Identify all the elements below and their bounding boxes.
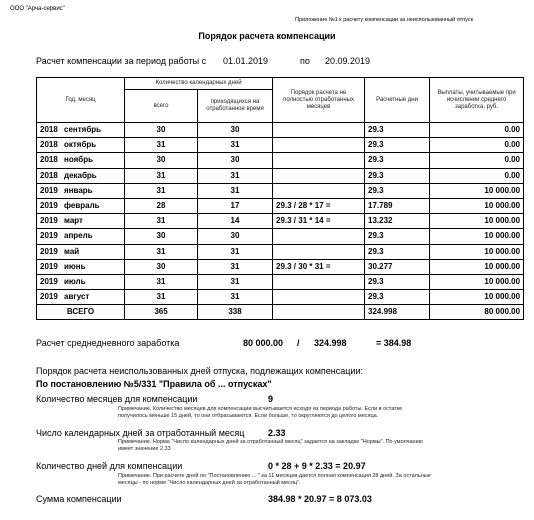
- row-total-days: 31: [125, 138, 198, 153]
- row-total-days: 30: [125, 229, 198, 244]
- row-period: [37, 123, 125, 138]
- sum-label: Сумма компенсации: [36, 494, 122, 504]
- row-total-days: 30: [125, 123, 198, 138]
- row-worked-days: 31: [198, 183, 273, 198]
- compensation-table: [36, 77, 524, 320]
- average-amount: 80 000.00: [243, 338, 284, 348]
- row-period: [37, 244, 125, 259]
- row-year: 2019: [40, 185, 58, 195]
- row-formula: [273, 138, 365, 153]
- table-row: [37, 259, 524, 274]
- row-payment: 10 000.00: [430, 229, 524, 244]
- row-year: 2019: [40, 231, 58, 241]
- months-value: 9: [268, 394, 274, 404]
- appendix-note: Приложение №1 к расчету компенсации за неиспользованный отпуск: [295, 17, 473, 23]
- row-month: сентябрь: [64, 125, 102, 135]
- row-calc-days: 13.232: [365, 214, 430, 229]
- row-month: ноябрь: [64, 155, 94, 165]
- months-note-2: получилось меньше 15 дней, то они отбрасываются. Если больше, то округляются до целого месяца.: [118, 413, 379, 419]
- days-note-2: месяцы - по норме "Число календарных дней за отработанный месяц".: [118, 480, 301, 486]
- row-period: [37, 183, 125, 198]
- row-month: август: [64, 292, 90, 302]
- row-calc-days: 17.789: [365, 198, 430, 213]
- row-year: 2019: [40, 276, 58, 286]
- row-total-days: 31: [125, 168, 198, 183]
- calendar-label: Число календарных дней за отработанный месяц: [36, 428, 245, 438]
- row-month: январь: [64, 185, 93, 195]
- row-period: [37, 214, 125, 229]
- row-calc-days: 29.3: [365, 138, 430, 153]
- row-period: [37, 138, 125, 153]
- row-year: 2019: [40, 216, 58, 226]
- table-row: [37, 198, 524, 213]
- period-to: 20.09.2019: [325, 56, 371, 66]
- table-row: [37, 214, 524, 229]
- table-row: [37, 229, 524, 244]
- days-note-1: Примечание. При расчете дней по "Постановлению ... " за 11 месяцев дается полная компенсация 28 дней. За остальные: [118, 473, 431, 479]
- row-worked-days: 31: [198, 168, 273, 183]
- total-days: 365: [125, 305, 198, 320]
- row-year: 2019: [40, 246, 58, 256]
- days-value: 0 * 28 + 9 * 2.33 = 20.97: [268, 461, 366, 471]
- row-worked-days: 17: [198, 198, 273, 213]
- row-formula: 29.3 / 30 * 31 =: [273, 259, 365, 274]
- row-total-days: 31: [125, 274, 198, 289]
- row-formula: 29.3 / 31 * 14 =: [273, 214, 365, 229]
- row-worked-days: 30: [198, 123, 273, 138]
- row-formula: [273, 274, 365, 289]
- header-calendar-days: Количество календарных дней: [125, 78, 273, 90]
- row-month: декабрь: [64, 170, 97, 180]
- row-total-days: 31: [125, 290, 198, 305]
- table-row: [37, 153, 524, 168]
- average-result: = 384.98: [376, 338, 412, 348]
- row-worked-days: 31: [198, 138, 273, 153]
- row-worked-days: 14: [198, 214, 273, 229]
- row-formula: [273, 183, 365, 198]
- period-po: по: [300, 56, 310, 66]
- row-period: [37, 198, 125, 213]
- months-note-1: Примечание. Количество месяцев для компенсации высчитывается исходя из периода работы. Если в остатке: [118, 406, 403, 412]
- row-year: 2018: [40, 125, 58, 135]
- row-calc-days: 30.277: [365, 259, 430, 274]
- row-month: февраль: [64, 201, 100, 211]
- total-calc-days: 324.998: [365, 305, 430, 320]
- procedure-label: Порядок расчета неиспользованных дней отпуска, подлежащих компенсации:: [36, 366, 363, 376]
- page-title: Порядок расчета компенсации: [198, 31, 336, 41]
- row-year: 2018: [40, 170, 58, 180]
- table-row: [37, 183, 524, 198]
- row-year: 2018: [40, 140, 58, 150]
- row-payment: 0.00: [430, 168, 524, 183]
- total-label: ВСЕГО: [37, 305, 125, 320]
- row-payment: 10 000.00: [430, 183, 524, 198]
- total-row: [37, 305, 524, 320]
- row-calc-days: 29.3: [365, 244, 430, 259]
- row-year: 2018: [40, 155, 58, 165]
- row-month: октябрь: [64, 140, 97, 150]
- header-worked: приходящихся на отработанное время: [198, 90, 273, 123]
- row-total-days: 30: [125, 153, 198, 168]
- row-worked-days: 30: [198, 229, 273, 244]
- row-worked-days: 31: [198, 244, 273, 259]
- period-from: 01.01.2019: [223, 56, 269, 66]
- table-row: [37, 274, 524, 289]
- row-payment: 10 000.00: [430, 274, 524, 289]
- row-period: [37, 259, 125, 274]
- calendar-note-1: Примечание. Норма "Число календарных дней за отработанный месяц" задается на закладке "Нормы". По умолчанию: [118, 439, 423, 445]
- row-payment: 10 000.00: [430, 214, 524, 229]
- organization-name: ООО "Арча-сервис": [10, 6, 65, 12]
- header-incomplete-months: Порядок расчета не полностью отработанных месяцев: [273, 78, 365, 123]
- average-slash: /: [297, 338, 300, 348]
- row-payment: 0.00: [430, 138, 524, 153]
- procedure-basis: По постановлению №5/331 "Правила об ... отпусках": [36, 379, 272, 389]
- row-payment: 10 000.00: [430, 290, 524, 305]
- row-worked-days: 31: [198, 274, 273, 289]
- row-worked-days: 31: [198, 290, 273, 305]
- row-period: [37, 229, 125, 244]
- months-label: Количество месяцев для компенсации: [36, 394, 198, 404]
- row-calc-days: 29.3: [365, 123, 430, 138]
- total-worked: 338: [198, 305, 273, 320]
- row-month: май: [64, 246, 80, 256]
- header-total: всего: [125, 90, 198, 123]
- calendar-value: 2.33: [268, 428, 286, 438]
- row-total-days: 31: [125, 183, 198, 198]
- sum-value: 384.98 * 20.97 = 8 073.03: [268, 494, 372, 504]
- row-calc-days: 29.3: [365, 274, 430, 289]
- header-payments: Выплаты, учитываемые при исчислении среднего заработка, руб.: [430, 78, 524, 123]
- row-month: июль: [64, 276, 86, 286]
- row-month: июнь: [64, 261, 86, 271]
- row-formula: 29.3 / 28 * 17 =: [273, 198, 365, 213]
- row-calc-days: 29.3: [365, 168, 430, 183]
- row-month: апрель: [64, 231, 93, 241]
- row-formula: [273, 123, 365, 138]
- row-total-days: 31: [125, 244, 198, 259]
- row-calc-days: 29.3: [365, 183, 430, 198]
- row-formula: [273, 229, 365, 244]
- row-total-days: 30: [125, 259, 198, 274]
- row-formula: [273, 244, 365, 259]
- total-payment: 80 000.00: [430, 305, 524, 320]
- table-row: [37, 244, 524, 259]
- row-total-days: 28: [125, 198, 198, 213]
- row-year: 2019: [40, 292, 58, 302]
- row-month: март: [64, 216, 83, 226]
- table-row: [37, 290, 524, 305]
- table-row: [37, 123, 524, 138]
- header-calc-days: Расчетные дни: [365, 78, 430, 123]
- row-calc-days: 29.3: [365, 290, 430, 305]
- calendar-note-2: имеет значение 2.33: [118, 446, 171, 452]
- table-row: [37, 168, 524, 183]
- row-total-days: 31: [125, 214, 198, 229]
- row-period: [37, 274, 125, 289]
- row-year: 2019: [40, 201, 58, 211]
- row-period: [37, 290, 125, 305]
- row-worked-days: 31: [198, 259, 273, 274]
- row-formula: [273, 168, 365, 183]
- table-row: [37, 138, 524, 153]
- average-days: 324.998: [314, 338, 347, 348]
- total-formula: [273, 305, 365, 320]
- average-label: Расчет среднедневного заработка: [36, 338, 180, 348]
- days-label: Количество дней для компенсации: [36, 461, 183, 471]
- row-payment: 10 000.00: [430, 198, 524, 213]
- row-year: 2019: [40, 261, 58, 271]
- row-worked-days: 30: [198, 153, 273, 168]
- row-payment: 10 000.00: [430, 259, 524, 274]
- period-label: Расчет компенсации за период работы с: [36, 56, 207, 66]
- header-year-month: Год, месяц: [37, 78, 125, 123]
- row-period: [37, 168, 125, 183]
- row-formula: [273, 153, 365, 168]
- row-calc-days: 29.3: [365, 229, 430, 244]
- row-period: [37, 153, 125, 168]
- row-payment: 0.00: [430, 123, 524, 138]
- row-payment: 10 000.00: [430, 244, 524, 259]
- row-calc-days: 29.3: [365, 153, 430, 168]
- row-formula: [273, 290, 365, 305]
- row-payment: 0.00: [430, 153, 524, 168]
